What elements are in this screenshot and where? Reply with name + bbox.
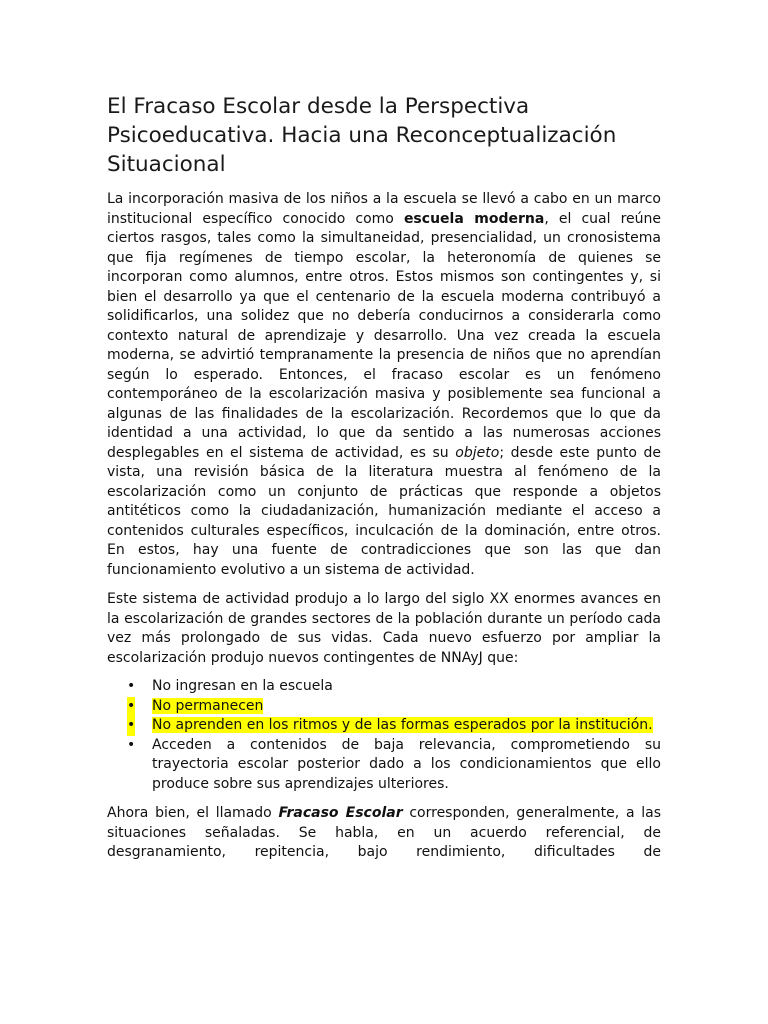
bullet-item-4 xyxy=(107,736,661,795)
italic-objeto: objeto xyxy=(455,444,500,461)
paragraph-1-text-c: , el cual reúne ciertos rasgos, tales como la simultaneidad, presencialidad, un cronosistema que fija regímenes de tiempo escolar, la heteronomía de quienes se incorporan como alumnos, entre otros. Estos mismos son contingentes y, si bien el desarrollo ya que el centenario de la escuela moderna contribuyó a solidificarlos, una solidez que no debería conducirnos a considerarla como contexto natural de aprendizaje y desarrollo. Una vez creada la escuela moderna, se advirtió tempranamente la presencia de niños que no aprendían según lo esperado. Entonces, el fracaso escolar es un fenómeno contemporáneo de la escolarización masiva y posiblemente sea funcional a algunas de las finalidades de la escolarización. Recordemos que lo que da identidad a una actividad, lo que da sentido a las numerosas acciones desplegables en el sistema de actividad, es su xyxy=(107,210,662,461)
bullet-item-4-text: Acceden a contenidos de baja relevancia, comprometiendo su trayectoria escolar posterior dado a los condicionamientos que ello produce sobre sus aprendizajes ulteriores. xyxy=(152,736,661,792)
bullet-item-2 xyxy=(107,697,661,717)
bullet-item-1-text: No ingresan en la escuela xyxy=(152,678,333,694)
bullet-icon: • xyxy=(127,697,135,717)
paragraph-3-text-c: corresponden, generalmente, a las situaciones señaladas. Se habla, en un acuerdo referencial, de desgranamiento, repitencia, bajo rendimiento, dificultades de xyxy=(107,805,661,860)
paragraph-2: Este sistema de actividad produjo a lo largo del siglo XX enormes avances en la escolarización de grandes sectores de la población durante un período cada vez más prolongado de sus vidas. Cada nuevo esfuerzo por ampliar la escolarización produjo nuevos contingentes de NNAyJ que: xyxy=(107,591,661,666)
bullet-item-3-text: No aprenden en los ritmos y de las formas esperados por la institución. xyxy=(152,717,653,733)
bullet-list xyxy=(107,677,661,794)
bullet-item-3 xyxy=(107,716,661,736)
document-page xyxy=(107,92,661,863)
bold-escuela-moderna: escuela moderna xyxy=(403,210,545,227)
bullet-icon: • xyxy=(127,678,136,694)
bold-italic-fracaso-escolar: Fracaso Escolar xyxy=(278,805,403,821)
paragraph-1-text-e: ; desde este punto de vista, una revisión básica de la literatura muestra al fenómeno de la escolarización como un conjunto de prácticas que responde a objetos antitéticos como la ciudadanización, humanización mediante el acceso a contenidos culturales específicos, inculcación de la dominación, entre otros. En estos, hay una fuente de contradicciones que son las que dan funcionamiento evolutivo a un sistema de actividad. xyxy=(107,444,661,578)
bullet-item-2-text: No permanecen xyxy=(152,697,264,714)
paragraph-3 xyxy=(107,804,661,863)
title-line-3: Situacional xyxy=(107,152,226,177)
title-line-1: El Fracaso Escolar desde la Perspectiva xyxy=(107,94,530,119)
document-title xyxy=(107,92,661,179)
title-line-2: Psicoeducativa. Hacia una Reconceptualización xyxy=(107,123,617,148)
bullet-item-1 xyxy=(107,677,661,697)
paragraph-1-text-a: La incorporación masiva de los niños a la escuela se llevó a cabo en un marco institucional específico conocido como xyxy=(107,191,661,227)
paragraph-3-text-a: Ahora bien, el llamado xyxy=(107,805,279,821)
paragraph-1 xyxy=(107,190,661,580)
bullet-icon: • xyxy=(127,716,135,736)
bullet-icon: • xyxy=(127,736,136,753)
